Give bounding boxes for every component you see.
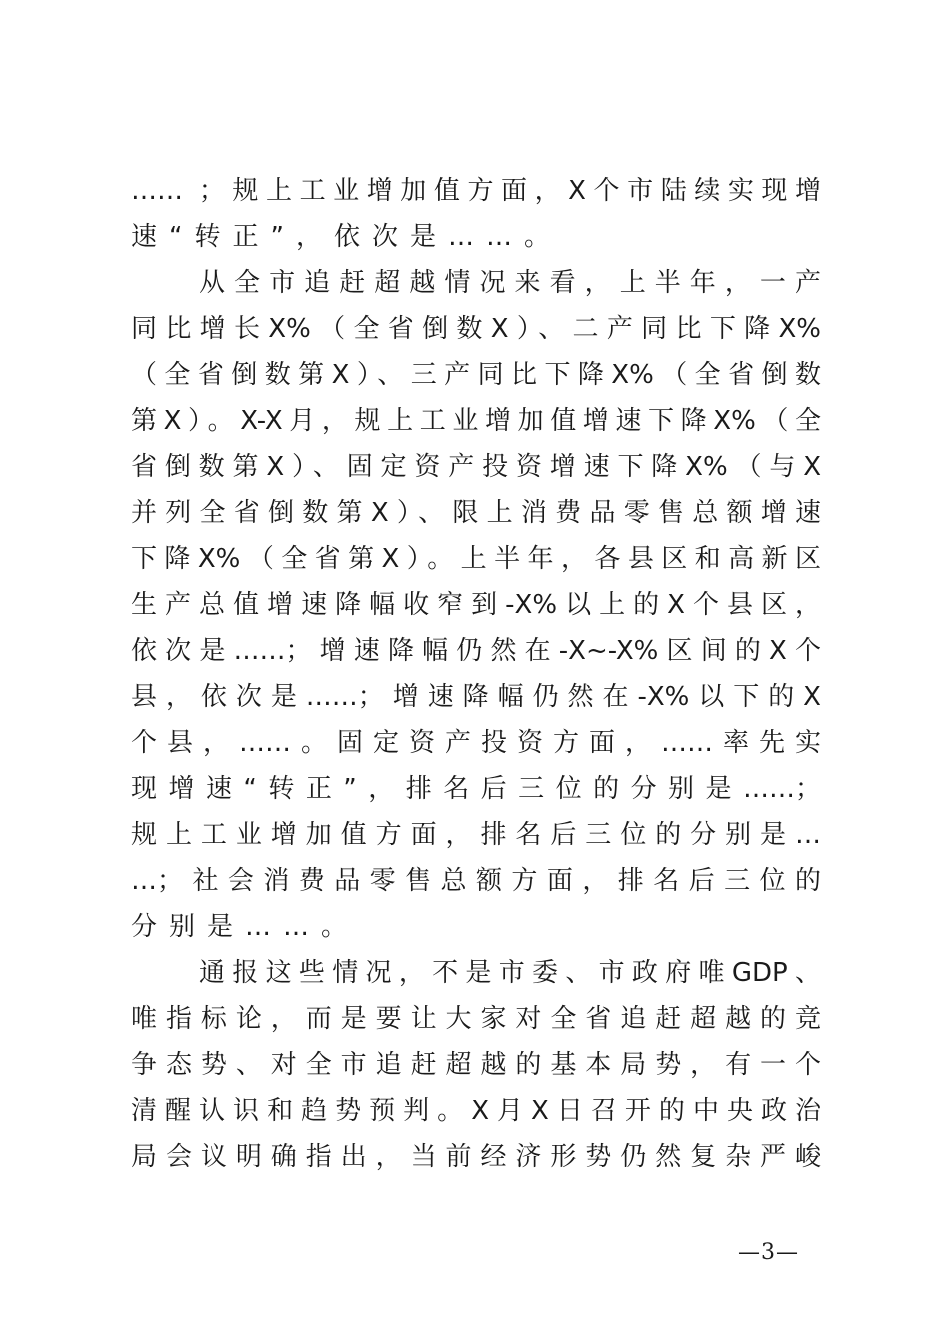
text-line: 县，依次是……；增速降幅仍然在-X%以下的X: [131, 682, 821, 712]
page-number: —3—: [738, 1240, 799, 1265]
text-line: 争态势、对全市追赶超越的基本局势，有一个: [131, 1050, 821, 1080]
text-line: 现增速“转正”，排名后三位的分别是……；: [131, 774, 821, 804]
text-line: 唯指标论，而是要让大家对全省追赶超越的竞: [131, 1004, 821, 1034]
text-line: …；社会消费品零售总额方面，排名后三位的: [131, 866, 821, 896]
text-line: 并列全省倒数第X）、限上消费品零售总额增速: [131, 498, 821, 528]
text-line: 通报这些情况，不是市委、市政府唯GDP、: [199, 958, 821, 988]
text-line: 从全市追赶超越情况来看，上半年，一产: [199, 268, 821, 298]
text-line: 分别是……。: [131, 912, 360, 942]
text-line: 速“转正”，依次是……。: [131, 222, 562, 252]
text-line: 生产总值增速降幅收窄到-X%以上的X个县区，: [131, 590, 821, 620]
text-line: （全省倒数第X）、三产同比下降X%（全省倒数: [131, 360, 821, 390]
text-line: …… ；规上工业增加值方面，X个市陆续实现增: [131, 176, 821, 206]
text-line: 规上工业增加值方面，排名后三位的分别是…: [131, 820, 821, 850]
text-line: 省倒数第X）、固定资产投资增速下降X%（与X: [131, 452, 821, 482]
text-line: 个县，……。固定资产投资方面，……率先实: [131, 728, 821, 758]
text-line: 第X）。X-X月，规上工业增加值增速下降X%（全: [131, 406, 821, 436]
text-line: 清醒认识和趋势预判。X月X日召开的中央政治: [131, 1096, 821, 1126]
text-line: 下降X%（全省第X）。上半年，各县区和高新区: [131, 544, 821, 574]
text-line: 局会议明确指出，当前经济形势仍然复杂严峻: [131, 1142, 821, 1172]
body-text: [131, 168, 821, 1180]
text-line: 同比增长X%（全省倒数X）、二产同比下降X%: [131, 314, 821, 344]
text-line: 依次是……；增速降幅仍然在-X~-X%区间的X个: [131, 636, 821, 666]
